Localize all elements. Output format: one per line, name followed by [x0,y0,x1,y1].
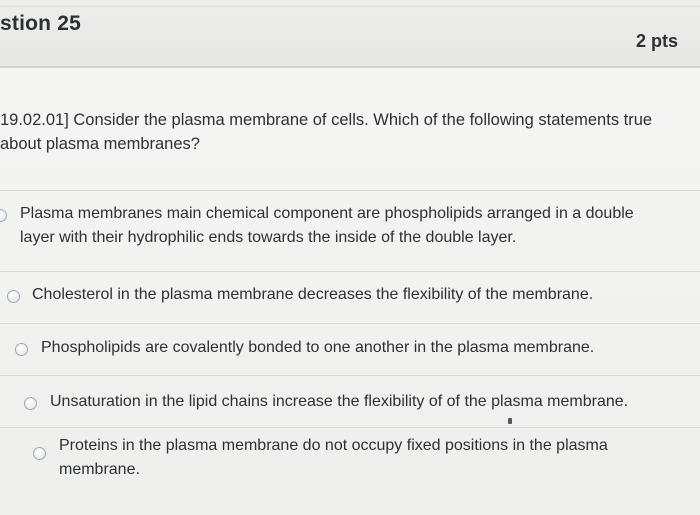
answer-radio-2[interactable] [7,290,20,303]
answer-option-2[interactable] [0,277,700,317]
question-points: 2 pts [635,31,678,51]
answer-divider [0,271,700,272]
answer-radio-4[interactable] [24,397,37,410]
answer-option-5[interactable] [0,433,700,503]
answer-option-1[interactable] [0,196,700,266]
question-title: stion 25 [0,12,81,35]
answer-divider [0,375,700,376]
header-border [0,6,700,7]
answer-radio-1[interactable] [0,209,7,222]
question-header [0,0,700,68]
answer-option-3[interactable] [0,329,700,369]
answer-divider [0,190,700,191]
answer-label-4: Unsaturation in the lipid chains increase the flexibility of of the plasma membrane. [50,393,629,410]
question-text: 19.02.01] Consider the plasma membrane of cells. Which of the following statements true about plasma membranes? [0,111,653,153]
answer-label-2: Cholesterol in the plasma membrane decreases the flexibility of the membrane. [32,286,594,303]
answer-divider [0,427,700,428]
answer-radio-3[interactable] [15,343,28,356]
answer-radio-5[interactable] [33,447,46,460]
mouse-cursor-icon [508,418,512,424]
answer-option-4[interactable] [0,381,700,421]
answer-label-1: Plasma membranes main chemical component are phospholipids arranged in a double layer with their hydrophilic ends towards the inside of the double layer. [20,205,634,246]
answer-label-5: Proteins in the plasma membrane do not occupy fixed positions in the plasma membrane. [59,437,608,478]
answer-divider [0,323,700,324]
answer-label-3: Phospholipids are covalently bonded to one another in the plasma membrane. [41,339,595,356]
